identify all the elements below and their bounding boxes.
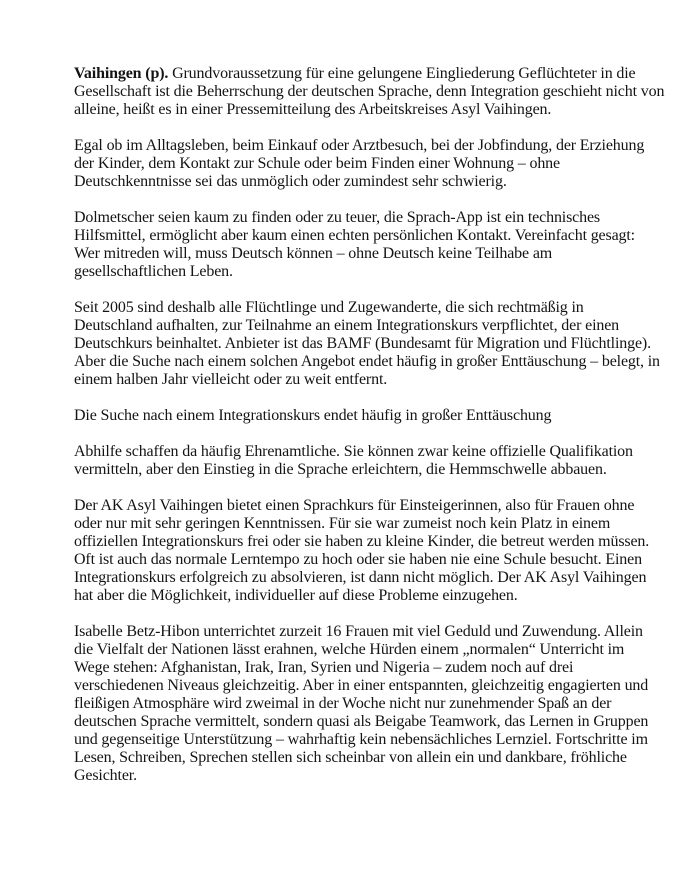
- text-line: oder nur mit sehr geringen Kenntnissen. Für sie war zumeist noch kein Platz in einem: [74, 515, 611, 532]
- text-line: die Vielfalt der Nationen lässt erahnen, welche Hürden einem „normalen“ Unterricht im: [74, 641, 625, 658]
- text-line: fleißigen Atmosphäre wird zweimal in der Woche nicht nur zunehmender Spaß an der: [74, 695, 612, 712]
- text-line: Deutschland aufhalten, zur Teilnahme an einem Integrationskurs verpflichtet, der einen: [74, 317, 620, 334]
- text-line: gesellschaftlichen Leben.: [74, 263, 233, 280]
- article-body: [74, 65, 684, 803]
- text-line: Integrationskurs erfolgreich zu absolvieren, ist dann nicht möglich. Der AK Asyl Vaihingen: [74, 569, 647, 586]
- text-line: Gesichter.: [74, 767, 137, 784]
- text-line: Lesen, Schreiben, Sprechen stellen sich scheinbar von allein ein und dankbare, fröhliche: [74, 749, 627, 766]
- paragraph: [74, 443, 684, 479]
- paragraph: [74, 299, 684, 389]
- text-line: Wege stehen: Afghanistan, Irak, Iran, Syrien und Nigeria – zudem noch auf drei: [74, 659, 574, 676]
- text-line: hat aber die Möglichkeit, individueller auf diese Probleme einzugehen.: [74, 587, 518, 604]
- paragraph: [74, 65, 684, 119]
- text-line: Aber die Suche nach einem solchen Angebot endet häufig in großer Enttäuschung – belegt, in: [74, 353, 660, 370]
- text-line: Gesellschaft ist die Beherrschung der deutschen Sprache, denn Integration geschieht nicht von: [74, 83, 665, 100]
- text-line: Die Suche nach einem Integrationskurs endet häufig in großer Enttäuschung: [74, 407, 552, 424]
- dateline: Vaihingen (p).: [74, 65, 169, 82]
- paragraph: [74, 137, 684, 191]
- text-line: Isabelle Betz-Hibon unterrichtet zurzeit 16 Frauen mit viel Geduld und Zuwendung. Allein: [74, 623, 643, 640]
- text-line: Deutschkenntnisse sei das unmöglich oder zumindest sehr schwierig.: [74, 173, 507, 190]
- text-line: Der AK Asyl Vaihingen bietet einen Sprachkurs für Einsteigerinnen, also für Frauen ohne: [74, 497, 635, 514]
- text-line: Egal ob im Alltagsleben, beim Einkauf oder Arztbesuch, bei der Jobfindung, der Erziehung: [74, 137, 645, 154]
- text-line: einem halben Jahr vielleicht oder zu weit entfernt.: [74, 371, 388, 388]
- text-line: Dolmetscher seien kaum zu finden oder zu teuer, die Sprach-App ist ein technisches: [74, 209, 600, 226]
- text-line: alleine, heißt es in einer Pressemitteilung des Arbeitskreises Asyl Vaihingen.: [74, 101, 552, 118]
- text-line: Hilfsmittel, ermöglicht aber kaum einen echten persönlichen Kontakt. Vereinfacht gesagt:: [74, 227, 635, 244]
- text-line: offiziellen Integrationskurs frei oder sie haben zu kleine Kinder, die betreut werden müssen.: [74, 533, 650, 550]
- text-line: der Kinder, dem Kontakt zur Schule oder beim Finden einer Wohnung – ohne: [74, 155, 560, 172]
- text-line: Deutschkurs beinhaltet. Anbieter ist das BAMF (Bundesamt für Migration und Flüchtlinge).: [74, 335, 651, 352]
- text-line-rest: Grundvoraussetzung für eine gelungene Eingliederung Geflüchteter in die: [168, 65, 636, 82]
- text-line: vermitteln, aber den Einstieg in die Sprache erleichtern, die Hemmschwelle abbauen.: [74, 461, 607, 478]
- paragraph: [74, 623, 684, 785]
- text-line: Abhilfe schaffen da häufig Ehrenamtliche. Sie können zwar keine offizielle Qualifikation: [74, 443, 633, 460]
- paragraph: [74, 497, 684, 605]
- text-line: Oft ist auch das normale Lerntempo zu hoch oder sie haben nie eine Schule besucht. Einen: [74, 551, 642, 568]
- text-line: Wer mitreden will, muss Deutsch können – ohne Deutsch keine Teilhabe am: [74, 245, 553, 262]
- text-line: Seit 2005 sind deshalb alle Flüchtlinge und Zugewanderte, die sich rechtmäßig in: [74, 299, 584, 316]
- paragraph: [74, 209, 684, 281]
- text-line: verschiedenen Niveaus gleichzeitig. Aber in einer entspannten, gleichzeitig engagierten und: [74, 677, 649, 694]
- paragraph: [74, 407, 684, 425]
- text-line: deutschen Sprache vermittelt, sondern quasi als Beigabe Teamwork, das Lernen in Gruppen: [74, 713, 649, 730]
- text-line: und gegenseitige Unterstützung – wahrhaftig kein nebensächliches Lernziel. Fortschritte im: [74, 731, 648, 748]
- text-line: [74, 65, 684, 83]
